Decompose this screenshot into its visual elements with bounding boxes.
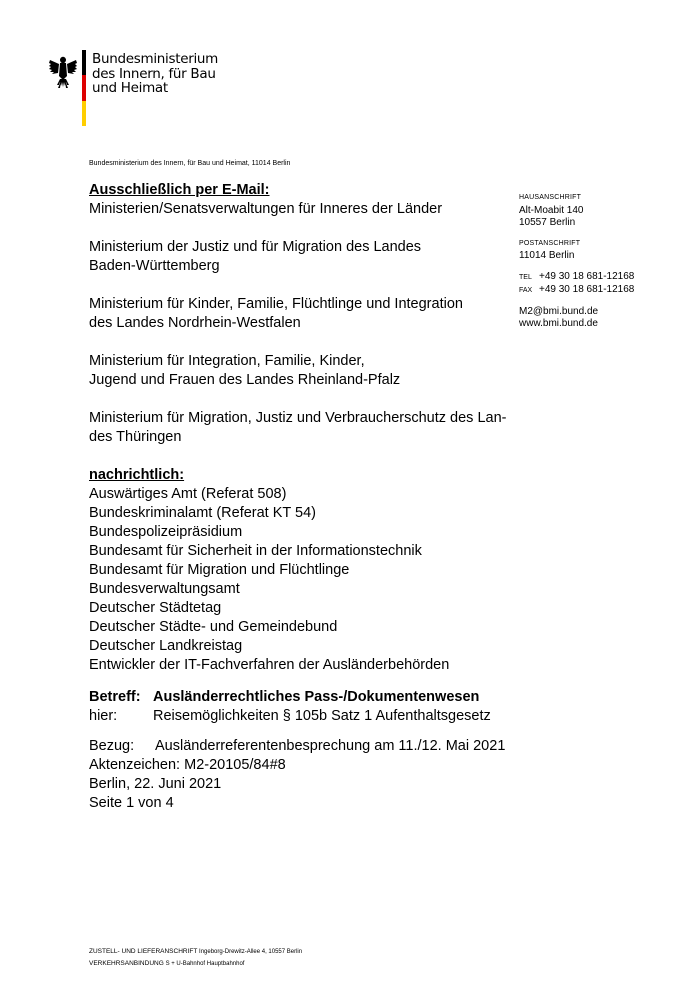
subject-row (89, 688, 609, 707)
fax-number: +49 30 18 681-12168 (539, 284, 635, 295)
letter-date: Berlin, 22. Juni 2021 (89, 776, 222, 792)
federal-eagle-icon (48, 54, 78, 90)
email-address: M2@bmi.bund.de (519, 305, 599, 317)
ministry-name-line: des Innern, für Bau (92, 65, 216, 82)
cc-item: Deutscher Landkreistag (89, 638, 243, 654)
ministry-logo (48, 50, 219, 130)
contact-sidebar (519, 192, 689, 339)
recipients-heading: Ausschließlich per E-Mail: (89, 182, 270, 198)
phone-row (519, 271, 689, 285)
recipient-line: Ministerium für Kinder, Familie, Flüchtlinge und Integration (89, 296, 463, 312)
reference-row (89, 737, 609, 756)
cc-item: Bundesamt für Sicherheit in der Informationstechnik (89, 543, 422, 559)
ministry-name-line: und Heimat (92, 80, 168, 96)
subject-text: Ausländerrechtliches Pass-/Dokumentenwesen (153, 689, 480, 705)
flag-black-stripe (82, 50, 86, 75)
cc-item: Deutscher Städte- und Gemeindebund (89, 619, 338, 635)
transport-value: S + U-Bahnhof Hauptbahnhof (165, 961, 245, 967)
recipient-line: des Thüringen (89, 429, 182, 445)
cc-item: Bundeskriminalamt (Referat KT 54) (89, 505, 316, 521)
postal-address (519, 238, 689, 263)
cc-item: Entwickler der IT-Fachverfahren der Ausländerbehörden (89, 657, 450, 673)
subject-detail-row (89, 707, 609, 726)
fax-label: FAX (519, 287, 533, 294)
flag-gold-stripe (82, 101, 86, 126)
fax-row (519, 284, 689, 298)
street-address (519, 192, 689, 230)
flag-stripe (82, 50, 86, 126)
street-address-line: 10557 Berlin (519, 217, 576, 228)
online-contact (519, 306, 689, 331)
page-footer (89, 946, 302, 970)
phone-number: +49 30 18 681-12168 (539, 270, 635, 282)
cc-item: Deutscher Städtetag (89, 600, 222, 616)
cc-item: Bundesverwaltungsamt (89, 581, 240, 597)
website-address: www.bmi.bund.de (519, 318, 598, 329)
page-number: Seite 1 von 4 (89, 795, 174, 811)
postal-address-line: 11014 Berlin (519, 250, 575, 261)
recipient-line: Ministerium für Integration, Familie, Kinder, (89, 353, 365, 369)
ministry-name (92, 52, 218, 96)
cc-item: Auswärtiges Amt (Referat 508) (89, 486, 287, 502)
subject-detail-label: hier: (89, 708, 118, 724)
transport-row (89, 958, 302, 970)
flag-red-stripe (82, 75, 86, 100)
cc-item: Bundesamt für Migration und Flüchtlinge (89, 562, 350, 578)
postal-address-label: POSTANSCHRIFT (519, 239, 581, 247)
subject-label: Betreff: (89, 689, 141, 705)
recipient-line: Jugend und Frauen des Landes Rheinland-Pfalz (89, 372, 401, 388)
reference-label: Bezug: (89, 738, 135, 754)
transport-label: VERKEHRSANBINDUNG (89, 960, 164, 967)
cc-item: Bundespolizeipräsidium (89, 524, 243, 540)
recipient-line: des Landes Nordrhein-Westfalen (89, 315, 301, 331)
recipient-line: Ministerium für Migration, Justiz und Verbraucherschutz des Lan- (89, 410, 507, 426)
street-address-line: Alt-Moabit 140 (519, 204, 584, 216)
phone-fax (519, 271, 689, 298)
reference-block (89, 737, 609, 813)
recipient-line: Ministerien/Senatsverwaltungen für Inneres der Länder (89, 201, 443, 217)
sender-address-line: Bundesministerium des Innern, für Bau und Heimat, 11014 Berlin (89, 160, 291, 167)
delivery-address-row (89, 946, 302, 958)
ministry-name-line: Bundesministerium (92, 51, 219, 67)
delivery-address-label: ZUSTELL- UND LIEFERANSCHRIFT (89, 948, 198, 955)
phone-label: TEL (519, 273, 532, 281)
subject-detail-text: Reisemöglichkeiten § 105b Satz 1 Aufenthaltsgesetz (153, 708, 491, 724)
cc-heading: nachrichtlich: (89, 467, 185, 483)
street-address-label: HAUSANSCHRIFT (519, 194, 582, 201)
recipient-line: Ministerium der Justiz und für Migration des Landes (89, 239, 422, 255)
subject-block (89, 688, 609, 726)
recipients-block (89, 181, 509, 675)
file-number: Aktenzeichen: M2-20105/84#8 (89, 757, 286, 773)
recipient-line: Baden-Württemberg (89, 258, 220, 274)
delivery-address-value: Ingeborg-Drewitz-Allee 4, 10557 Berlin (199, 949, 303, 955)
reference-text: Ausländerreferentenbesprechung am 11./12. Mai 2021 (155, 738, 506, 754)
